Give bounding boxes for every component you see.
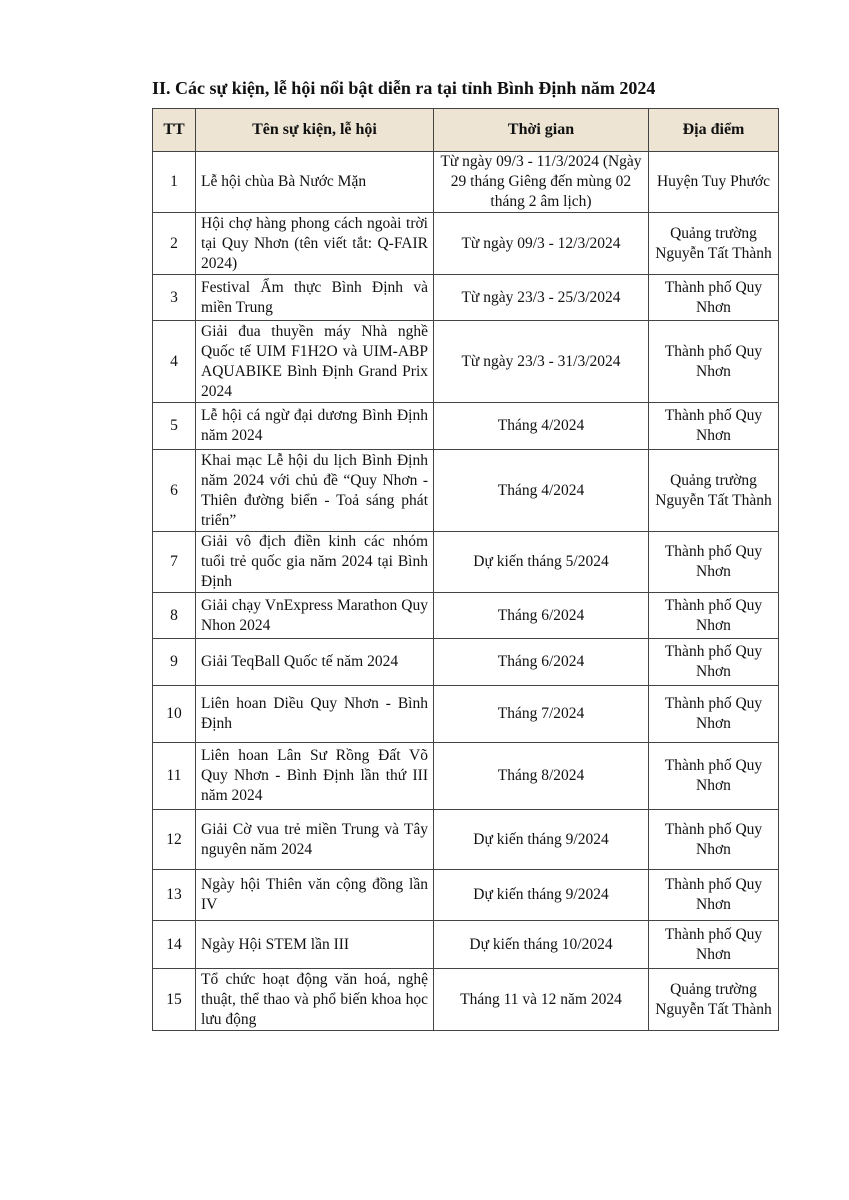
cell-time: Từ ngày 23/3 - 31/3/2024	[434, 321, 649, 403]
table-row	[153, 743, 779, 810]
cell-location: Thành phố Quy Nhơn	[649, 870, 779, 921]
cell-event-name: Giải đua thuyền máy Nhà nghề Quốc tế UIM F1H2O và UIM-ABP AQUABIKE Bình Định Grand Prix 2024	[196, 321, 434, 403]
cell-event-name: Liên hoan Lân Sư Rồng Đất Võ Quy Nhơn - Bình Định lần thứ III năm 2024	[196, 743, 434, 810]
header-time: Thời gian	[434, 109, 649, 152]
cell-event-name: Lễ hội chùa Bà Nước Mặn	[196, 152, 434, 213]
cell-tt: 5	[153, 403, 196, 450]
cell-tt: 8	[153, 593, 196, 639]
table-row	[153, 275, 779, 321]
header-tt: TT	[153, 109, 196, 152]
cell-time: Dự kiến tháng 5/2024	[434, 532, 649, 593]
cell-location: Thành phố Quy Nhơn	[649, 810, 779, 870]
cell-tt: 12	[153, 810, 196, 870]
cell-event-name: Liên hoan Diều Quy Nhơn - Bình Định	[196, 686, 434, 743]
cell-time: Tháng 8/2024	[434, 743, 649, 810]
cell-location: Thành phố Quy Nhơn	[649, 743, 779, 810]
cell-time: Tháng 7/2024	[434, 686, 649, 743]
cell-tt: 7	[153, 532, 196, 593]
table-row	[153, 686, 779, 743]
cell-tt: 14	[153, 921, 196, 969]
cell-location: Thành phố Quy Nhơn	[649, 532, 779, 593]
cell-time: Từ ngày 23/3 - 25/3/2024	[434, 275, 649, 321]
cell-location: Thành phố Quy Nhơn	[649, 321, 779, 403]
cell-time: Từ ngày 09/3 - 11/3/2024 (Ngày 29 tháng Giêng đến mùng 02 tháng 2 âm lịch)	[434, 152, 649, 213]
cell-event-name: Khai mạc Lễ hội du lịch Bình Định năm 2024 với chủ đề “Quy Nhơn - Thiên đường biển - Toả sáng phát triển”	[196, 450, 434, 532]
cell-time: Dự kiến tháng 9/2024	[434, 870, 649, 921]
cell-time: Tháng 6/2024	[434, 593, 649, 639]
cell-time: Tháng 6/2024	[434, 639, 649, 686]
cell-event-name: Giải TeqBall Quốc tế năm 2024	[196, 639, 434, 686]
cell-time: Tháng 4/2024	[434, 403, 649, 450]
cell-tt: 1	[153, 152, 196, 213]
cell-tt: 4	[153, 321, 196, 403]
header-event-name: Tên sự kiện, lễ hội	[196, 109, 434, 152]
cell-location: Quảng trường Nguyễn Tất Thành	[649, 213, 779, 275]
cell-event-name: Giải Cờ vua trẻ miền Trung và Tây nguyên năm 2024	[196, 810, 434, 870]
cell-time: Dự kiến tháng 10/2024	[434, 921, 649, 969]
cell-event-name: Lễ hội cá ngừ đại dương Bình Định năm 2024	[196, 403, 434, 450]
table-row	[153, 870, 779, 921]
cell-time: Từ ngày 09/3 - 12/3/2024	[434, 213, 649, 275]
cell-location: Huyện Tuy Phước	[649, 152, 779, 213]
table-row	[153, 532, 779, 593]
cell-location: Thành phố Quy Nhơn	[649, 921, 779, 969]
cell-tt: 2	[153, 213, 196, 275]
header-location: Địa điểm	[649, 109, 779, 152]
cell-location: Thành phố Quy Nhơn	[649, 686, 779, 743]
table-row	[153, 969, 779, 1031]
cell-location: Thành phố Quy Nhơn	[649, 639, 779, 686]
cell-tt: 9	[153, 639, 196, 686]
table-row	[153, 213, 779, 275]
cell-location: Thành phố Quy Nhơn	[649, 593, 779, 639]
cell-time: Dự kiến tháng 9/2024	[434, 810, 649, 870]
cell-location: Thành phố Quy Nhơn	[649, 403, 779, 450]
cell-time: Tháng 4/2024	[434, 450, 649, 532]
cell-location: Quảng trường Nguyễn Tất Thành	[649, 450, 779, 532]
cell-tt: 3	[153, 275, 196, 321]
cell-event-name: Festival Ẩm thực Bình Định và miền Trung	[196, 275, 434, 321]
table-row	[153, 152, 779, 213]
cell-tt: 11	[153, 743, 196, 810]
cell-time: Tháng 11 và 12 năm 2024	[434, 969, 649, 1031]
cell-location: Thành phố Quy Nhơn	[649, 275, 779, 321]
cell-tt: 13	[153, 870, 196, 921]
cell-event-name: Giải chạy VnExpress Marathon Quy Nhon 2024	[196, 593, 434, 639]
cell-tt: 10	[153, 686, 196, 743]
events-table	[152, 108, 779, 1031]
cell-tt: 6	[153, 450, 196, 532]
cell-tt: 15	[153, 969, 196, 1031]
table-row	[153, 321, 779, 403]
cell-event-name: Ngày hội Thiên văn cộng đồng lần IV	[196, 870, 434, 921]
table-row	[153, 810, 779, 870]
section-heading: II. Các sự kiện, lễ hội nổi bật diễn ra tại tỉnh Bình Định năm 2024	[152, 78, 656, 98]
table-row	[153, 403, 779, 450]
cell-event-name: Ngày Hội STEM lần III	[196, 921, 434, 969]
table-header-row	[153, 109, 779, 152]
table-row	[153, 921, 779, 969]
cell-event-name: Tổ chức hoạt động văn hoá, nghệ thuật, thể thao và phổ biến khoa học lưu động	[196, 969, 434, 1031]
cell-event-name: Giải vô địch điền kinh các nhóm tuổi trẻ quốc gia năm 2024 tại Bình Định	[196, 532, 434, 593]
table-row	[153, 639, 779, 686]
table-row	[153, 593, 779, 639]
cell-location: Quảng trường Nguyễn Tất Thành	[649, 969, 779, 1031]
table-row	[153, 450, 779, 532]
cell-event-name: Hội chợ hàng phong cách ngoài trời tại Quy Nhơn (tên viết tắt: Q-FAIR 2024)	[196, 213, 434, 275]
